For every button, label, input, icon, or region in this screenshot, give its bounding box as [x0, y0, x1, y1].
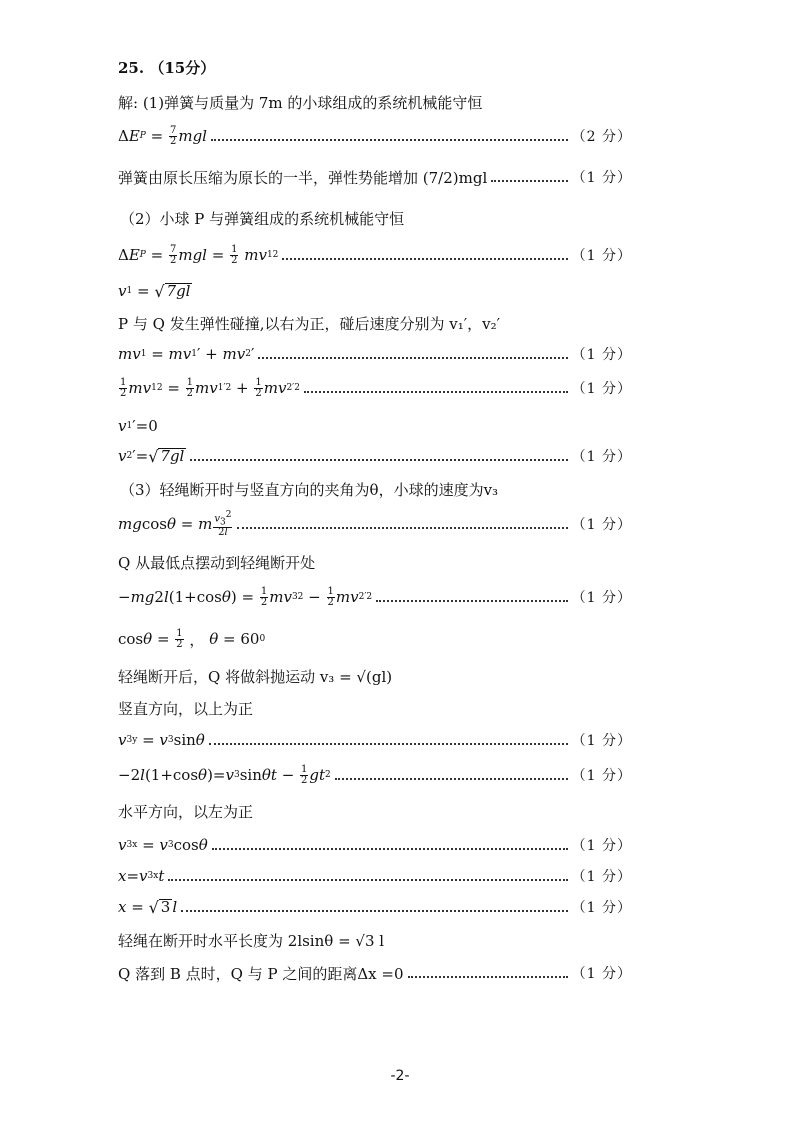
formula: v 1 = √ 7gl — [118, 281, 191, 301]
formula-line — [118, 585, 632, 609]
score: （1 分） — [571, 966, 632, 982]
score: （1 分） — [571, 869, 632, 885]
solution-line: （3）轻绳断开时与竖直方向的夹角为θ，小球的速度为v₃ — [120, 480, 499, 499]
formula: x = √ 3 l — [118, 897, 178, 917]
score: （1 分） — [571, 248, 632, 264]
question-heading: 25. （15分） — [118, 58, 216, 77]
formula: mv 1 = mv 1 ′ + mv 2 ′ — [118, 345, 255, 363]
solution-line: 解: (1)弹簧与质量为 7m 的小球组成的系统机械能守恒 — [118, 93, 483, 112]
score: （1 分） — [571, 900, 632, 916]
score: （1 分） — [571, 733, 632, 749]
formula-line — [118, 763, 632, 787]
leader-dots — [209, 742, 568, 745]
score: （1 分） — [571, 838, 632, 854]
formula-line — [118, 444, 632, 468]
formula-line — [118, 414, 632, 438]
score: （2 分） — [571, 129, 632, 145]
formula: Δ E P = $\frac{7}{2}$ mgl = $\frac{1}{2}$ mv 1 2 — [118, 243, 279, 266]
formula-line — [118, 864, 632, 888]
leader-dots — [168, 878, 567, 881]
leader-dots — [190, 458, 567, 461]
formula-line — [118, 279, 632, 303]
line-text: Q 落到 B 点时，Q 与 P 之间的距离Δx =0 — [118, 964, 404, 983]
solution-line: P 与 Q 发生弹性碰撞,以右为正，碰后速度分别为 v₁′，v₂′ — [118, 314, 501, 333]
formula-line — [118, 342, 632, 366]
formula: mg cos θ = m $\frac{v_3^2}{2l}$ — [118, 509, 232, 539]
leader-dots — [335, 777, 568, 780]
formula: v 3y = v 3 sin θ — [118, 731, 205, 749]
solution-line: 轻绳在断开时水平长度为 2lsinθ = √3 l — [118, 931, 385, 950]
leader-dots — [491, 179, 567, 182]
leader-dots — [258, 356, 567, 359]
score: （1 分） — [571, 170, 632, 186]
formula-line — [118, 833, 632, 857]
score: （1 分） — [571, 590, 632, 606]
formula: cos θ = $\frac{1}{2}$ ， θ = 60 0 — [118, 627, 266, 650]
formula: v 1 ′=0 — [118, 417, 158, 435]
solution-line — [118, 165, 632, 189]
solution-line: 水平方向，以左为正 — [118, 802, 254, 821]
formula: − mg 2 l (1+cos θ ) = $\frac{1}{2}$ mv 3 2 − $\frac{1}{2}$ mv 2 ′2 — [118, 585, 373, 608]
formula-line — [118, 124, 632, 148]
leader-dots — [211, 138, 568, 141]
leader-dots — [408, 975, 568, 978]
formula: $\frac{1}{2}$ mv 1 2 = $\frac{1}{2}$ mv 1 ′2 + $\frac{1}{2}$ mv 2 ′2 — [120, 376, 300, 399]
formula-line — [118, 243, 632, 267]
line-text: 轻绳断开后，Q 将做斜抛运动 v₃ = √(gl) — [118, 667, 393, 686]
solution-line: 竖直方向，以上为正 — [118, 699, 254, 718]
leader-dots — [282, 257, 567, 260]
line-text: 弹簧由原长压缩为原长的一半，弹性势能增加 (7/2)mgl — [118, 168, 488, 187]
formula: v 3x = v 3 cos θ — [118, 836, 208, 854]
leader-dots — [212, 847, 568, 850]
formula: −2 l (1+cos θ )= v 3 sin θt − $\frac{1}{2}$ gt 2 — [118, 763, 331, 786]
formula-line — [118, 627, 632, 651]
formula: Δ E P = $\frac{7}{2}$ mgl — [118, 124, 207, 147]
formula-line — [118, 728, 632, 752]
solution-line: （2）小球 P 与弹簧组成的系统机械能守恒 — [120, 209, 405, 228]
score: （1 分） — [571, 347, 632, 363]
score: （1 分） — [571, 768, 632, 784]
score: （1 分） — [571, 449, 632, 465]
formula: x = v 3x t — [118, 867, 165, 885]
leader-dots — [376, 599, 568, 602]
leader-dots — [237, 526, 567, 529]
formula: v 2 ′= √ 7gl — [118, 446, 185, 466]
score: （1 分） — [571, 381, 632, 397]
page-number: -2- — [390, 1068, 410, 1084]
leader-dots — [304, 390, 568, 393]
formula-line — [118, 509, 632, 539]
leader-dots — [181, 909, 568, 912]
score: （1 分） — [571, 517, 632, 533]
solution-line — [118, 664, 632, 688]
formula-line — [118, 895, 632, 919]
solution-line: Q 从最低点摆动到轻绳断开处 — [118, 553, 316, 572]
solution-line — [118, 961, 632, 985]
formula-line — [118, 376, 632, 400]
